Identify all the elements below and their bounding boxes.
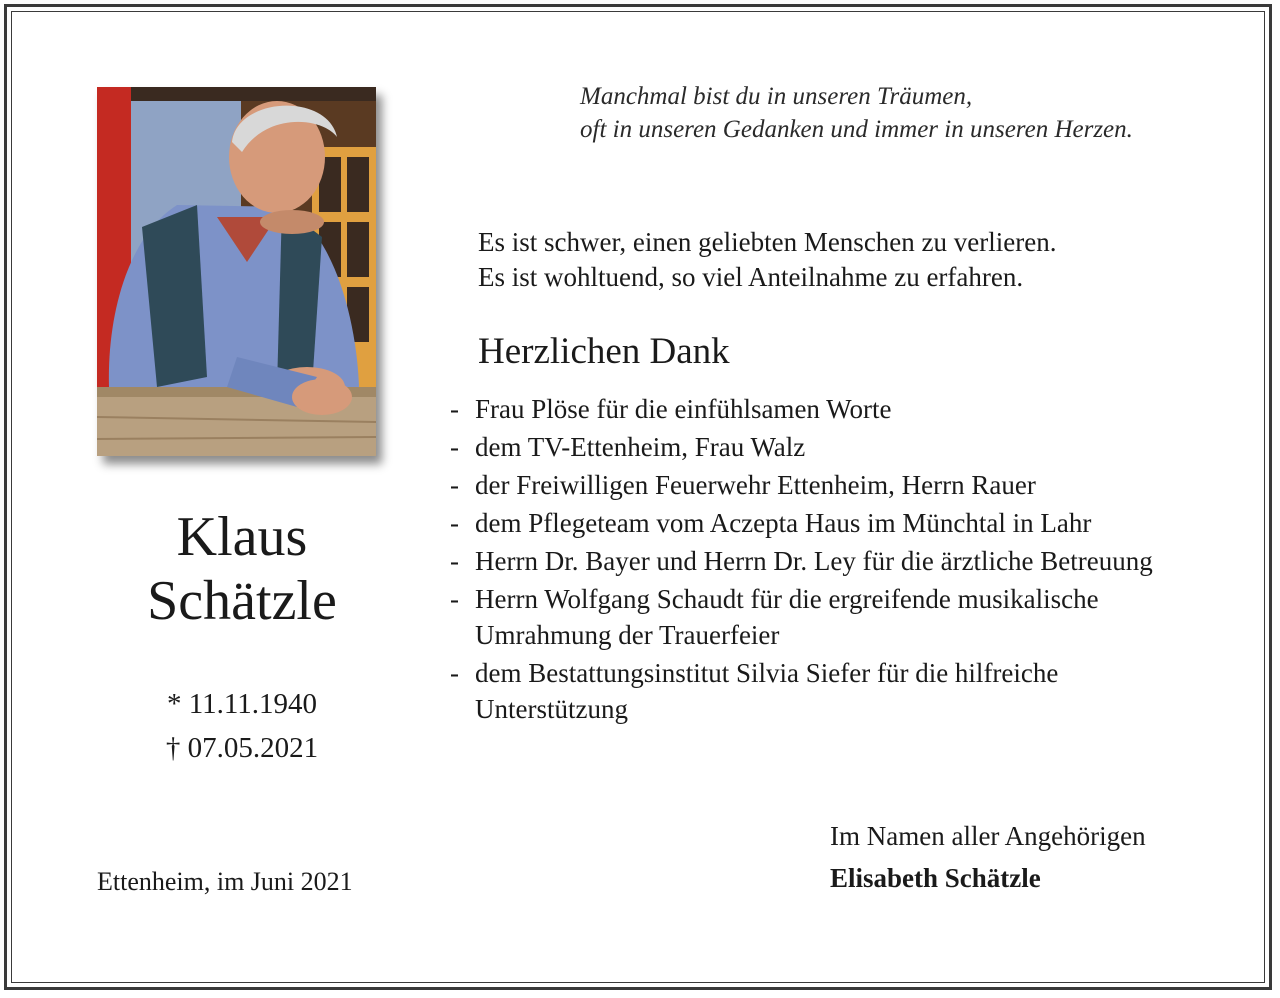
list-item-text: Herrn Wolfgang Schaudt für die ergreifende musikalische Umrahmung der Trauerfeier bbox=[475, 584, 1099, 650]
intro-line-1: Es ist schwer, einen geliebten Menschen zu verlieren. bbox=[478, 227, 1057, 257]
list-item bbox=[448, 429, 1228, 465]
list-dash: - bbox=[450, 508, 459, 538]
life-dates bbox=[97, 682, 387, 770]
list-item-text: Frau Plöse für die einfühlsamen Worte bbox=[475, 394, 892, 424]
list-item bbox=[448, 543, 1228, 579]
list-item bbox=[448, 467, 1228, 503]
last-name: Schätzle bbox=[147, 570, 337, 632]
portrait-photo bbox=[97, 87, 376, 456]
list-dash: - bbox=[450, 546, 459, 576]
list-item bbox=[448, 581, 1228, 653]
list-dash: - bbox=[450, 470, 459, 500]
list-dash: - bbox=[450, 432, 459, 462]
signature-name: Elisabeth Schätzle bbox=[830, 863, 1041, 893]
list-item-text: Herrn Dr. Bayer und Herrn Dr. Ley für die ärztliche Betreuung bbox=[475, 546, 1153, 576]
list-dash: - bbox=[450, 394, 459, 424]
list-dash: - bbox=[450, 584, 459, 614]
list-item bbox=[448, 391, 1228, 427]
memorial-quote bbox=[580, 80, 1133, 146]
quote-line-2: oft in unseren Gedanken und immer in unseren Herzen. bbox=[580, 116, 1133, 143]
birth-date: * 11.11.1940 bbox=[166, 688, 318, 720]
list-item-text: dem TV-Ettenheim, Frau Walz bbox=[475, 432, 806, 462]
list-item-text: dem Pflegeteam vom Aczepta Haus im Münchtal in Lahr bbox=[475, 508, 1092, 538]
thanks-list bbox=[448, 391, 1228, 729]
signature-line: Im Namen aller Angehörigen bbox=[830, 821, 1146, 851]
quote-line-1: Manchmal bist du in unseren Träumen, bbox=[580, 83, 973, 110]
deceased-name bbox=[97, 505, 387, 633]
list-item-text: dem Bestattungsinstitut Silvia Siefer für die hilfreiche Unterstützung bbox=[475, 658, 1059, 724]
intro-line-2: Es ist wohltuend, so viel Anteilnahme zu erfahren. bbox=[478, 262, 1024, 292]
thanks-heading: Herzlichen Dank bbox=[478, 331, 730, 372]
list-item-text: der Freiwilligen Feuerwehr Ettenheim, Herrn Rauer bbox=[475, 470, 1036, 500]
intro-text bbox=[478, 225, 1056, 295]
place-and-date: Ettenheim, im Juni 2021 bbox=[97, 867, 353, 896]
list-item bbox=[448, 655, 1228, 727]
list-dash: - bbox=[450, 658, 459, 688]
death-date: † 07.05.2021 bbox=[165, 732, 319, 764]
list-item bbox=[448, 505, 1228, 541]
first-name: Klaus bbox=[176, 506, 308, 568]
